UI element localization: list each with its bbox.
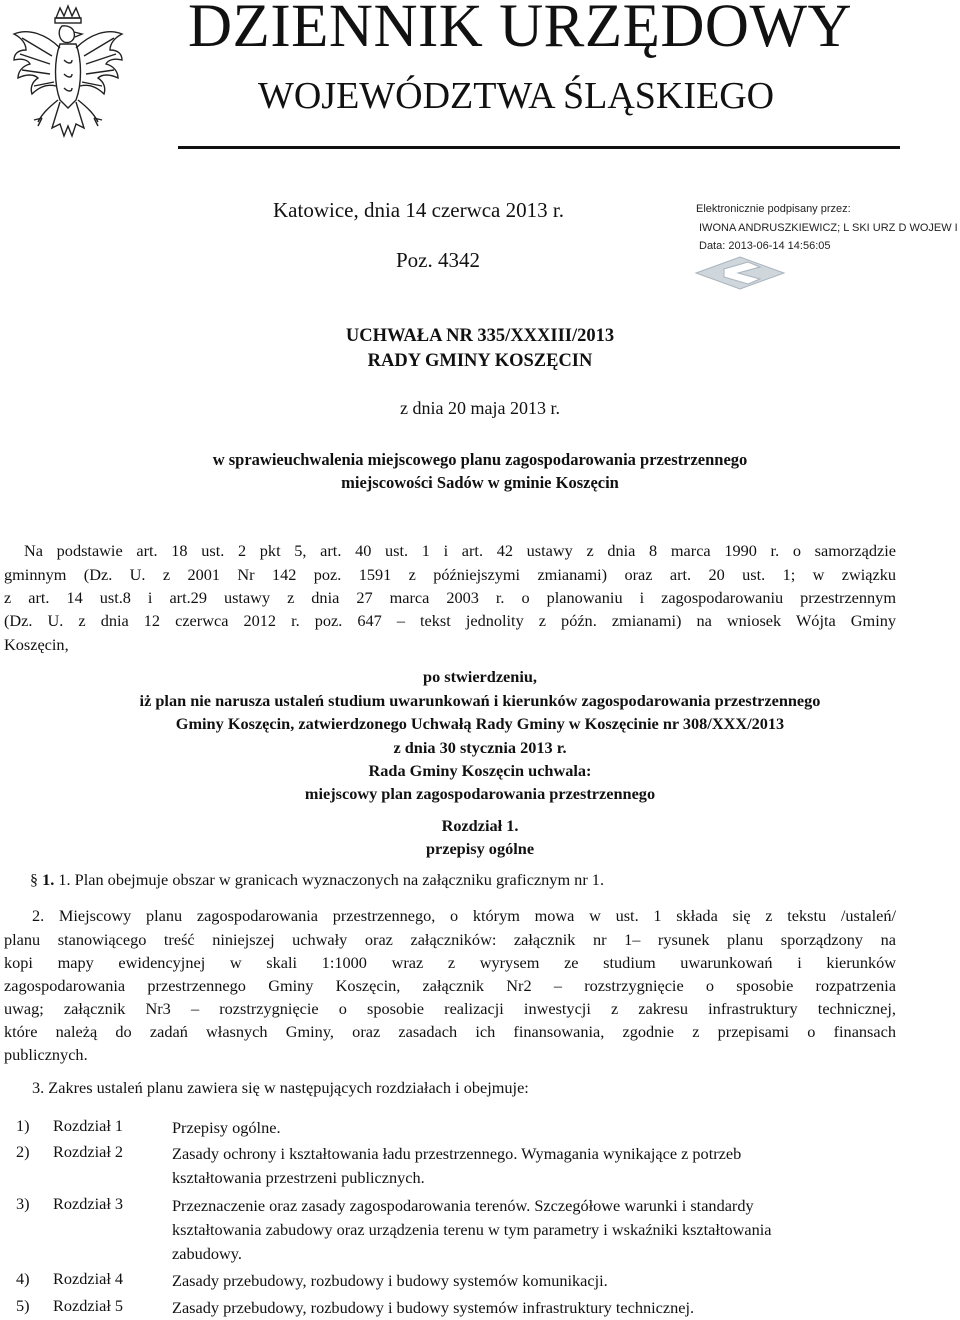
journal-subtitle: WOJEWÓDZTWA ŚLĄSKIEGO — [258, 75, 775, 117]
resolution-council: RADY GMINY KOSZĘCIN — [367, 351, 593, 371]
findings-line: Rada Gminy Koszęcin uchwala: — [368, 761, 592, 780]
list-number: 1) — [16, 1116, 30, 1135]
list-number: 5) — [16, 1296, 30, 1315]
signature-signer: IWONA ANDRUSZKIEWICZ; L SKI URZ D WOJEW I — [699, 222, 958, 234]
electronic-signature — [690, 203, 958, 293]
list-text: Zasady przebudowy, rozbudowy i budowy systemów infrastruktury technicznej. — [172, 1298, 695, 1317]
preamble-line: Koszęcin, — [4, 635, 69, 654]
list-text: Zasady przebudowy, rozbudowy i budowy systemów komunikacji. — [172, 1271, 608, 1290]
preamble-line: Na podstawie art. 18 ust. 2 pkt 5, art. 40 ust. 1 i art. 42 ustawy z dnia 8 marca 1990 r. o samorządzie — [24, 541, 896, 560]
list-number: 4) — [16, 1269, 30, 1288]
list-chapter: Rozdział 1 — [53, 1116, 124, 1135]
list-text: Przepisy ogólne. — [172, 1118, 281, 1137]
dateline: Katowice, dnia 14 czerwca 2013 r. — [273, 198, 564, 222]
paragraph-2-line: które należą do zadań własnych Gminy, oraz zasadach ich finansowania, zgodnie z przepisami o finansach — [4, 1022, 896, 1041]
paragraph-2-line: planu stanowiącego treść niniejszej uchwały oraz załączników: załącznik nr 1– rysunek planu sporządzony na — [4, 930, 896, 949]
list-number: 2) — [16, 1142, 30, 1161]
list-text: kształtowania zabudowy oraz urządzenia terenu w tym parametry i wskaźniki kształtowania — [172, 1220, 772, 1239]
resolution-subject-line2: miejscowości Sadów w gminie Koszęcin — [341, 473, 619, 492]
list-text: zabudowy. — [172, 1244, 242, 1263]
section-sign: § — [30, 872, 38, 889]
signature-date: Data: 2013-06-14 14:56:05 — [699, 240, 831, 252]
list-chapter: Rozdział 5 — [53, 1296, 124, 1315]
paragraph-3: 3. Zakres ustaleń planu zawiera się w następujących rozdziałach i obejmuje: — [32, 1078, 529, 1097]
resolution-subject-line1: w sprawieuchwalenia miejscowego planu zagospodarowania przestrzennego — [212, 450, 748, 469]
chapter-title: Rozdział 1. — [441, 816, 519, 835]
e-signature-icon — [690, 251, 790, 291]
paragraph-2-line: uwag; załącznik Nr3 – rozstrzygnięcie o sposobie realizacji inwestycji z zakresu infrastruktury technicznej, — [4, 999, 896, 1018]
paragraph-2-line: zagospodarowania przestrzennego Gminy Koszęcin, załącznik Nr2 – rozstrzygnięcie o sposobie rozpatrzenia — [4, 976, 896, 995]
signature-label: Elektronicznie podpisany przez: — [696, 203, 851, 215]
list-chapter: Rozdział 4 — [53, 1269, 124, 1288]
preamble-line: gminnym (Dz. U. z 2001 Nr 142 poz. 1591 z późniejszymi zmianami) oraz art. 20 ust. 1; w związku — [4, 565, 896, 584]
paragraph-2-line: 2. Miejscowy planu zagospodarowania przestrzennego, o którym mowa w ust. 1 składa się z tekstu /ustaleń/ — [32, 906, 896, 925]
section-number: 1. — [42, 870, 55, 889]
position-number: Poz. 4342 — [396, 248, 480, 272]
chapter-subtitle: przepisy ogólne — [425, 839, 535, 858]
list-chapter: Rozdział 3 — [53, 1194, 124, 1213]
resolution-date: z dnia 20 maja 2013 r. — [400, 398, 560, 418]
paragraph-2-line: publicznych. — [4, 1045, 88, 1064]
findings-line: z dnia 30 stycznia 2013 r. — [393, 738, 567, 757]
journal-title: DZIENNIK URZĘDOWY — [188, 0, 853, 60]
section-text: 1. Plan obejmuje obszar w granicach wyznaczonych na załączniku graficznym nr 1. — [58, 870, 605, 889]
list-number: 3) — [16, 1194, 30, 1213]
preamble-line: z art. 14 ust.8 i art.29 ustawy z dnia 27 marca 2003 r. o planowaniu i zagospodarowaniu przestrzennym — [4, 588, 896, 607]
findings-heading: po stwierdzeniu, — [423, 667, 537, 686]
resolution-title: UCHWAŁA NR 335/XXXIII/2013 — [345, 326, 615, 346]
findings-line: Gminy Koszęcin, zatwierdzonego Uchwałą Rady Gminy w Koszęcinie nr 308/XXX/2013 — [175, 714, 785, 733]
list-text: Przeznaczenie oraz zasady zagospodarowania terenów. Szczegółowe warunki i standardy — [172, 1196, 754, 1215]
section-1 — [30, 870, 604, 890]
findings-line: iż plan nie narusza ustaleń studium uwarunkowań i kierunków zagospodarowania przestrzennego — [139, 691, 821, 710]
preamble-line: (Dz. U. z dnia 12 czerwca 2012 r. poz. 647 – tekst jednolity z późn. zmianami) na wniosek Wójta Gminy — [4, 611, 896, 630]
header-rule — [178, 146, 900, 149]
list-text: kształtowania przestrzeni publicznych. — [172, 1168, 425, 1187]
findings-line: miejscowy plan zagospodarowania przestrzennego — [304, 784, 656, 803]
list-chapter: Rozdział 2 — [53, 1142, 124, 1161]
list-text: Zasady ochrony i kształtowania ładu przestrzennego. Wymagania wynikające z potrzeb — [172, 1144, 742, 1163]
paragraph-2-line: kopi mapy ewidencyjnej w skali 1:1000 wraz z wyrysem ze studium uwarunkowań i kierunków — [4, 953, 896, 972]
white-eagle-emblem-icon — [8, 4, 128, 154]
